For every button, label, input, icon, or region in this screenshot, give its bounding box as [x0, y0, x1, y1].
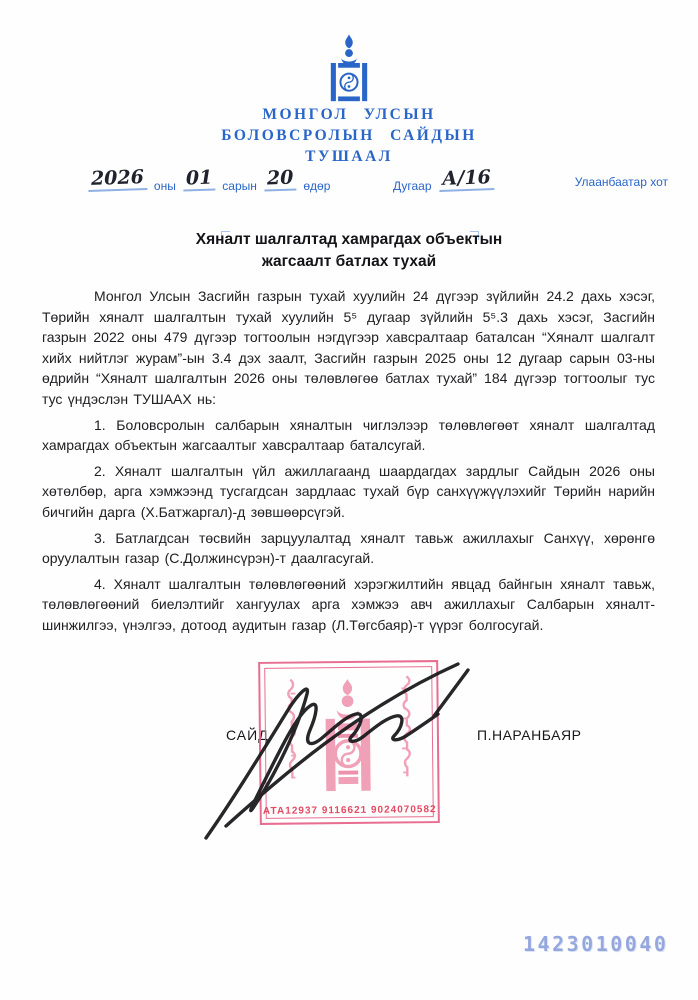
- document-number-handwritten-value: А/16: [438, 166, 494, 192]
- year-label: оны: [153, 179, 176, 193]
- stamp-mongolian-script-left-icon: [282, 678, 299, 790]
- order-item-3: 3. Батлагдсан төсвийн зарцуулалтад хяналт тавьж ажиллахыг Санхүү, хөрөнгө оруулалтын газар (С.Должинсүрэн)-т даалгасугай.: [42, 529, 655, 567]
- official-stamp: [258, 660, 440, 825]
- org-title-line1: МОНГОЛ УЛСЫН: [262, 106, 436, 123]
- registration-number-stamp: 1423010040: [523, 932, 669, 956]
- stamp-serial-number: АТА12937 9116621 9024070582: [262, 804, 437, 817]
- stamp-soyombo-icon: [321, 679, 374, 792]
- org-title-line3: ТУШААЛ: [305, 148, 393, 165]
- soyombo-emblem-icon: [329, 33, 369, 103]
- decree-title-line1: Хяналт шалгалтад хамрагдах объектын: [195, 231, 503, 248]
- minister-name: П.НАРАНБАЯР: [477, 727, 582, 743]
- minister-role-label: САЙД: [226, 727, 269, 743]
- order-item-1: 1. Боловсролын салбарын хяналтын чиглэлээр төлөвлөгөөт хяналт шалгалтад хамрагдах объектын жагсаалтыг хавсралтаар баталсугай.: [42, 416, 655, 454]
- day-handwritten-value: 20: [263, 166, 296, 191]
- decree-title-line2: жагсаалт батлах тухай: [261, 253, 437, 270]
- document-number-label: Дугаар: [393, 179, 432, 193]
- city-label: Улаанбаатар хот: [574, 175, 668, 189]
- org-title-line2: БОЛОВСРОЛЫН САЙДЫН: [221, 127, 477, 144]
- date-number-line: [0, 167, 698, 197]
- order-item-4: 4. Хяналт шалгалтын төлөвлөгөөний хэрэгжилтийн явцад байнгын хяналт тавьж, төлөвлөгөөний биелэлтийг хангуулах арга хэмжээ авч ажиллахыг Салбарын хяналт-шинжилгээ, үнэлгээ, дотоод аудитын газар (Л.Төгсбаяр)-т үүрэг болгосугай.: [42, 575, 655, 633]
- preamble-paragraph: Монгол Улсын Засгийн газрын тухай хуулийн 24 дүгээр зүйлийн 24.2 дахь хэсэг, Төрийн хяналт шалгалтын тухай хуулийн 5⁵ дугаар зүйлийн 5⁵.3 дахь хэсэг, Засгийн газрын 2022 оны 479 дүгээр тогтоолын нэгдүгээр хавсралтаар баталсан “Хяналт шалгалт хийх нийтлэг журам”-ын 3.4 дэх заалт, Засгийн газрын 2025 оны 12 дугаар сарын 03-ны өдрийн “Хяналт шалгалтын 2026 оны төлөвлөгөө батлах тухай” 184 дүгээр тогтоолыг тус тус үндэслэн ТУШААХ нь:: [42, 288, 655, 407]
- org-title: [0, 104, 698, 167]
- decree-title: [0, 229, 698, 273]
- month-label: сарын: [222, 179, 257, 193]
- decree-body: [42, 286, 655, 641]
- year-handwritten-value: 2026: [88, 166, 148, 192]
- day-label: өдөр: [303, 179, 331, 193]
- stamp-mongolian-script-right-icon: [398, 672, 415, 792]
- document-number-field: [393, 167, 493, 191]
- date-fields: [88, 167, 337, 191]
- order-item-2: 2. Хяналт шалгалтын үйл ажиллагаанд шаардагдах зардлыг Сайдын 2026 оны хөтөлбөр, арга хэмжээнд тусгагдсан зардлаас тухай бүр санхүүжүүлэхийг Төрийн нарийн бичгийн дарга (Х.Батжаргал)-д зөвшөөрсүгэй.: [42, 462, 655, 520]
- month-handwritten-value: 01: [182, 166, 215, 191]
